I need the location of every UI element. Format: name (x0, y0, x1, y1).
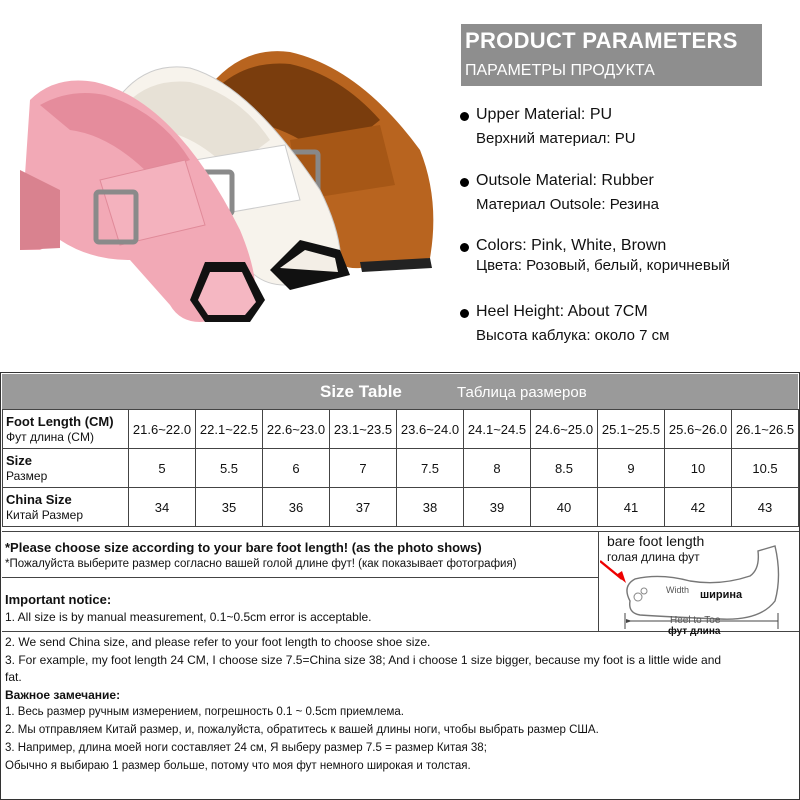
size-cell: 9 (598, 449, 665, 488)
size-table-title (2, 374, 798, 409)
size-cell: 40 (531, 488, 598, 527)
size-cell: 25.1~25.5 (598, 410, 665, 449)
bullet-icon (460, 243, 469, 252)
size-table-row (3, 410, 799, 449)
heel-to-toe-en: Heel to Toe (670, 615, 721, 626)
param-ru: Верхний материал: PU (476, 130, 636, 147)
row-label-en: Foot Length (CM) (6, 413, 114, 429)
size-cell: 8 (464, 449, 531, 488)
size-cell: 6 (263, 449, 330, 488)
product-header (0, 0, 800, 372)
size-cell: 10 (665, 449, 732, 488)
row-label-ru: Китай Размер (6, 507, 84, 522)
size-cell: 22.6~23.0 (263, 410, 330, 449)
size-cell: 35 (196, 488, 263, 527)
row-label (3, 488, 129, 527)
size-cell: 37 (330, 488, 397, 527)
important-title-ru: Важное замечание: (5, 688, 121, 702)
param-en: Heel Height: About 7CM (476, 303, 648, 320)
important-1: 1. All size is by manual measurement, 0.1~0.5cm error is acceptable. (5, 610, 372, 624)
size-cell: 34 (129, 488, 196, 527)
ru-note-3: 3. Например, длина моей ноги составляет 24 см, Я выберу размер 7.5 = размер Китая 38; (5, 742, 487, 754)
size-table-title-en: Size Table (320, 382, 402, 401)
size-cell: 38 (397, 488, 464, 527)
size-cell: 41 (598, 488, 665, 527)
size-cell: 24.1~24.5 (464, 410, 531, 449)
bullet-icon (460, 309, 469, 318)
params-heading-en: PRODUCT PARAMETERS (465, 28, 738, 53)
shoes-image (0, 0, 450, 370)
size-cell: 7 (330, 449, 397, 488)
param-ru: Цвета: Розовый, белый, коричневый (476, 257, 731, 274)
notes-block (2, 531, 799, 799)
size-table-row (3, 449, 799, 488)
size-cell: 21.6~22.0 (129, 410, 196, 449)
size-cell: 25.6~26.0 (665, 410, 732, 449)
size-cell: 22.1~22.5 (196, 410, 263, 449)
important-3b: fat. (5, 670, 22, 684)
foot-measure-diagram (600, 531, 798, 637)
size-table-row (3, 488, 799, 527)
size-cell: 39 (464, 488, 531, 527)
ru-note-1: 1. Весь размер ручным измерением, погрешность 0.1 ~ 0.5cm приемлема. (5, 706, 404, 718)
row-label (3, 410, 129, 449)
param-en: Outsole Material: Rubber (476, 172, 654, 189)
size-cell: 36 (263, 488, 330, 527)
size-cell: 23.6~24.0 (397, 410, 464, 449)
choose-size-en: *Please choose size according to your bare foot length! (as the photo shows) (5, 540, 482, 555)
bare-foot-en: bare foot length (607, 533, 705, 549)
row-label (3, 449, 129, 488)
size-cell: 43 (732, 488, 799, 527)
width-ru: ширина (700, 589, 743, 601)
param-en: Upper Material: PU (476, 106, 613, 123)
row-label-en: China Size (6, 491, 72, 507)
important-3a: 3. For example, my foot length 24 CM, I choose size 7.5=China size 38; And i choose 1 size bigger, because my foot is a little wide and (5, 653, 722, 667)
size-table-title-ru: Таблица размеров (457, 384, 587, 401)
row-label-ru: Размер (6, 468, 48, 483)
size-cell: 5 (129, 449, 196, 488)
size-cell: 10.5 (732, 449, 799, 488)
size-cell: 23.1~23.5 (330, 410, 397, 449)
params-heading-ru: ПАРАМЕТРЫ ПРОДУКТА (465, 62, 655, 79)
size-cell: 24.6~25.0 (531, 410, 598, 449)
important-title: Important notice: (5, 592, 112, 607)
row-label-en: Size (6, 452, 33, 468)
heel-to-toe-ru: фут длина (668, 626, 721, 637)
size-table-section (0, 372, 800, 800)
size-cell: 5.5 (196, 449, 263, 488)
size-cell: 8.5 (531, 449, 598, 488)
bare-foot-ru: голая длина фут (607, 550, 700, 564)
size-cell: 7.5 (397, 449, 464, 488)
size-cell: 42 (665, 488, 732, 527)
bullet-icon (460, 112, 469, 121)
ru-note-2: 2. Мы отправляем Китай размер, и, пожалуйста, обратитесь к вашей длины ноги, чтобы выбрать размер США. (5, 724, 599, 736)
width-en: Width (666, 585, 690, 595)
size-table (2, 409, 799, 527)
product-parameters-heading (461, 24, 762, 86)
param-en: Colors: Pink, White, Brown (476, 237, 667, 254)
important-2: 2. We send China size, and please refer to your foot length to choose shoe size. (5, 635, 431, 649)
param-ru: Высота каблука: около 7 см (476, 327, 670, 344)
size-cell: 26.1~26.5 (732, 410, 799, 449)
bullet-icon (460, 178, 469, 187)
row-label-ru: Фут длина (CM) (6, 429, 94, 444)
ru-note-4: Обычно я выбираю 1 размер больше, потому что моя фут немного широкая и толстая. (5, 760, 471, 772)
choose-size-ru: *Пожалуйста выберите размер согласно вашей голой длине фут! (как показывает фотография) (5, 558, 517, 570)
param-ru: Материал Outsole: Резина (476, 196, 659, 213)
